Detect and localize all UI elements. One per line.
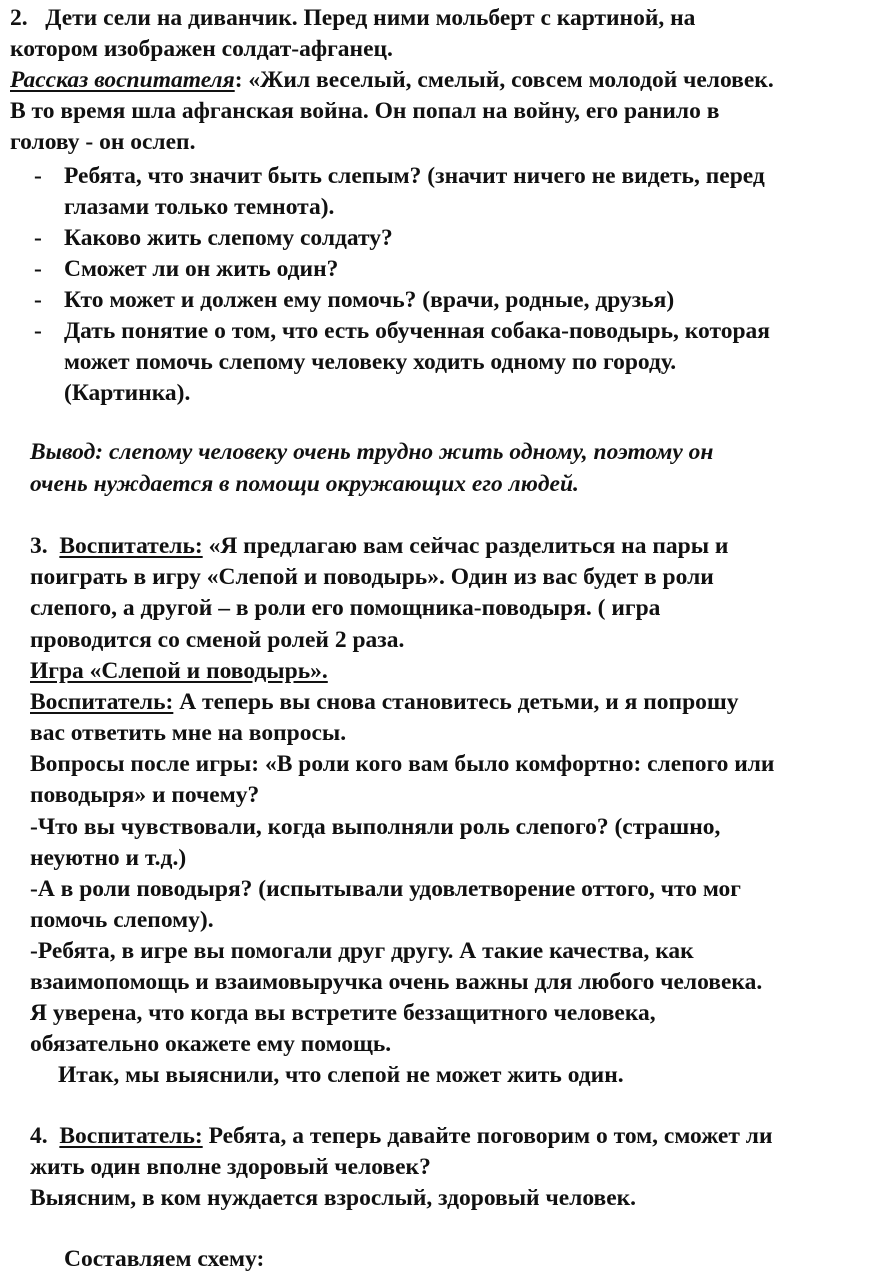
- section-3-line-2: поиграть в игру «Слепой и поводырь». Один из вас будет в роли: [30, 564, 714, 590]
- story-label: Рассказ воспитателя: [10, 67, 235, 93]
- section-3-line-4: проводится со сменой ролей 2 раза.: [30, 627, 405, 653]
- bullet-dash: -: [34, 287, 42, 313]
- bullet-item-5: - Дать понятие о том, что есть обученная собака-поводырь, которая: [64, 315, 770, 347]
- conclusion-line-2: очень нуждается в помощи окружающих его людей.: [30, 471, 579, 497]
- bullet-dash: -: [34, 318, 42, 344]
- bullet-item-2: - Каково жить слепому солдату?: [64, 222, 393, 254]
- bullet-dash: -: [34, 225, 42, 251]
- section-3-line-11: неуютно и т.д.): [30, 845, 187, 871]
- section-3-line-1: 3. Воспитатель: «Я предлагаю вам сейчас разделиться на пары и: [30, 533, 729, 559]
- bullet-dash: -: [34, 256, 42, 282]
- section-3-line-14: -Ребята, в игре вы помогали друг другу. А такие качества, как: [30, 938, 694, 964]
- section-3-line-18: Итак, мы выяснили, что слепой не может жить один.: [58, 1062, 624, 1088]
- section-3-line-9: поводыря» и почему?: [30, 782, 260, 808]
- section-3-line-8: Вопросы после игры: «В роли кого вам было комфортно: слепого или: [30, 751, 775, 777]
- bullet-item-5-cont-2: (Картинка).: [64, 380, 191, 406]
- story-line-3: голову - он ослеп.: [10, 129, 196, 155]
- section-4-line-1: 4. Воспитатель: Ребята, а теперь давайте поговорим о том, сможет ли: [30, 1123, 773, 1149]
- section-3-line-16: Я уверена, что когда вы встретите беззащитного человека,: [30, 1000, 656, 1026]
- bullet-item-4: - Кто может и должен ему помочь? (врачи, родные, друзья): [64, 284, 674, 316]
- story-line-2: В то время шла афганская война. Он попал на войну, его ранило в: [10, 98, 720, 124]
- section-2-line-1: 2. Дети сели на диванчик. Перед ними мольберт с картиной, на: [10, 5, 696, 31]
- section-2-line-2: котором изображен солдат-афганец.: [10, 36, 393, 62]
- section-3-line-12: -А в роли поводыря? (испытывали удовлетворение оттого, что мог: [30, 876, 741, 902]
- section-2-number: 2.: [10, 5, 28, 31]
- section-3-line-17: обязательно окажете ему помощь.: [30, 1031, 392, 1057]
- section-3-line-13: помочь слепому).: [30, 907, 214, 933]
- section-3-line-7: вас ответить мне на вопросы.: [30, 720, 347, 746]
- section-3-line-15: взаимопомощь и взаимовыручка очень важны для любого человека.: [30, 969, 763, 995]
- bullet-item-1: - Ребята, что значит быть слепым? (значит ничего не видеть, перед: [64, 160, 765, 192]
- section-3-line-6: Воспитатель: А теперь вы снова становитесь детьми, и я попрошу: [30, 689, 739, 715]
- teacher-label: Воспитатель:: [59, 1123, 203, 1149]
- section-4-line-2: жить один вполне здоровый человек?: [30, 1154, 431, 1180]
- bullet-item-3: - Сможет ли он жить один?: [64, 253, 338, 285]
- scheme-heading: Составляем схему:: [64, 1246, 265, 1272]
- section-3-line-10: -Что вы чувствовали, когда выполняли роль слепого? (страшно,: [30, 814, 721, 840]
- conclusion-line-1: Вывод: слепому человеку очень трудно жить одному, поэтому он: [30, 439, 714, 465]
- teacher-label: Воспитатель:: [59, 533, 203, 559]
- section-4-line-3: Выясним, в ком нуждается взрослый, здоровый человек.: [30, 1185, 637, 1211]
- teacher-label: Воспитатель:: [30, 689, 174, 715]
- story-line: Рассказ воспитателя: «Жил веселый, смелый, совсем молодой человек.: [10, 67, 774, 93]
- bullet-item-1-cont: глазами только темнота).: [64, 194, 335, 220]
- section-3-number: 3.: [30, 533, 48, 559]
- section-4-number: 4.: [30, 1123, 48, 1149]
- bullet-item-5-cont: может помочь слепому человеку ходить одному по городу.: [64, 349, 677, 375]
- game-title: Игра «Слепой и поводырь».: [30, 658, 328, 684]
- section-3-line-3: слепого, а другой – в роли его помощника-поводыря. ( игра: [30, 595, 661, 621]
- bullet-dash: -: [34, 163, 42, 189]
